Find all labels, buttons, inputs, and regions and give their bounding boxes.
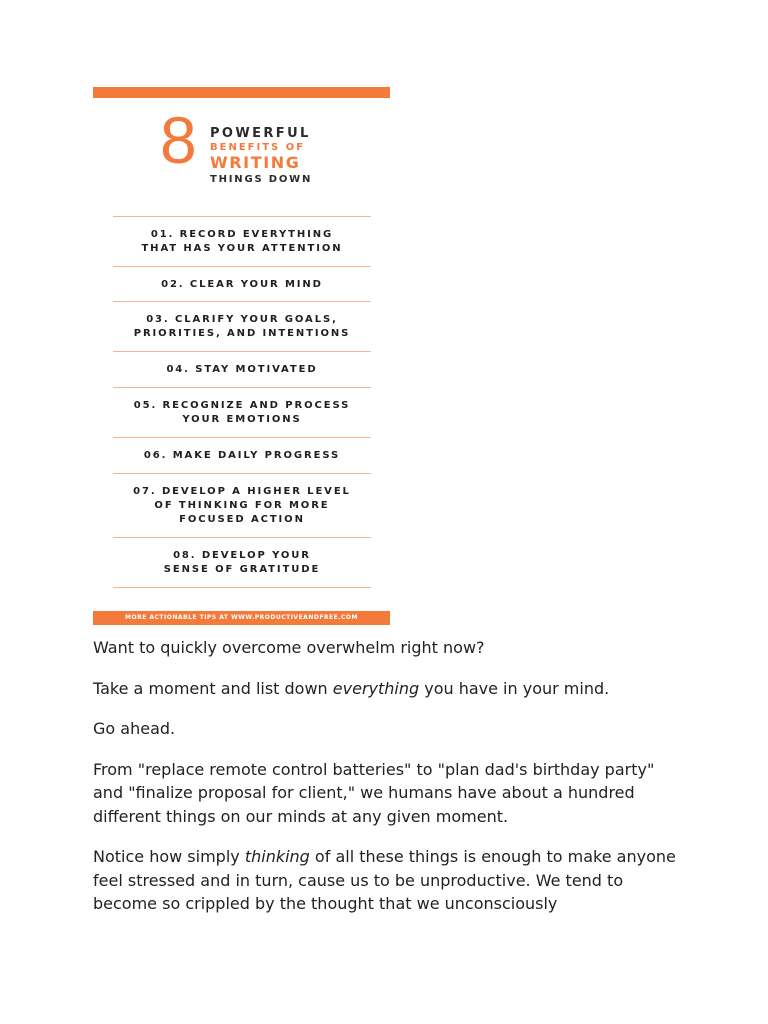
benefit-item-05	[113, 387, 371, 438]
benefit-text: 04. STAY MOTIVATED	[166, 364, 318, 375]
title-line-writing: WRITING	[210, 153, 301, 172]
article-body	[93, 636, 683, 933]
benefit-text: 01. RECORD EVERYTHING THAT HAS YOUR ATTENTION	[141, 229, 343, 254]
paragraph-text: Notice how simply	[93, 847, 245, 866]
paragraph-4	[93, 758, 683, 829]
title-line-benefits: BENEFITS OF	[210, 142, 306, 153]
benefit-item-08	[113, 537, 371, 588]
benefit-item-07	[113, 473, 371, 538]
title-number: 8	[160, 103, 197, 177]
infographic-footer: MORE ACTIONABLE TIPS AT WWW.PRODUCTIVEANDFREE.COM	[93, 611, 390, 625]
paragraph-text: Go ahead.	[93, 719, 176, 738]
paragraph-text: Take a moment and list down	[93, 678, 333, 698]
benefit-item-02	[113, 266, 371, 302]
benefit-text: 07. DEVELOP A HIGHER LEVEL OF THINKING FOR MORE FOCUSED ACTION	[133, 486, 351, 525]
infographic-top-bar	[93, 87, 390, 98]
benefit-text: 06. MAKE DAILY PROGRESS	[143, 450, 341, 461]
benefit-item-03	[113, 301, 371, 352]
benefit-text: 03. CLARIFY YOUR GOALS, PRIORITIES, AND INTENTIONS	[133, 314, 351, 339]
paragraph-2	[93, 677, 683, 701]
infographic-image	[93, 87, 390, 625]
benefit-text: 05. RECOGNIZE AND PROCESS YOUR EMOTIONS	[133, 400, 351, 425]
paragraph-text: Want to quickly overcome overwhelm right now?	[93, 638, 485, 657]
title-line-powerful: POWERFUL	[210, 126, 311, 141]
benefit-item-04	[113, 351, 371, 388]
paragraph-3	[93, 717, 683, 741]
emphasis-text: thinking	[244, 847, 310, 866]
emphasis-text: everything	[332, 678, 420, 698]
paragraph-5	[93, 845, 683, 916]
benefit-item-01	[113, 216, 371, 267]
paragraph-text: of all these things is enough to make anyone feel stressed and in turn, cause us to be unproductive. We tend to become so crippled by the thought that we unconsciously	[93, 847, 676, 913]
benefit-text: 08. DEVELOP YOUR SENSE OF GRATITUDE	[163, 550, 321, 575]
title-line-things-down: THINGS DOWN	[210, 174, 313, 185]
infographic-title	[160, 103, 360, 189]
benefit-item-06	[113, 437, 371, 474]
list-divider	[113, 587, 371, 588]
paragraph-1	[93, 636, 683, 660]
paragraph-text: From "replace remote control batteries" to "plan dad's birthday party" and "finalize proposal for client," we humans have about a hundred different things on our minds at any given moment.	[93, 759, 655, 826]
benefit-text: 02. CLEAR YOUR MIND	[161, 278, 323, 290]
paragraph-text: you have in your mind.	[419, 678, 610, 698]
